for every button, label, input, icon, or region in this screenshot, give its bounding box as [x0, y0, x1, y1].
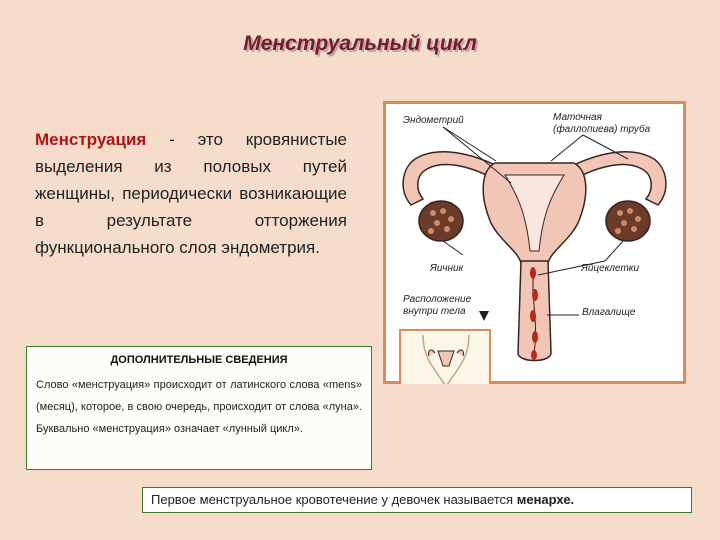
info-box-heading: ДОПОЛНИТЕЛЬНЫЕ СВЕДЕНИЯ [110, 354, 288, 366]
left-ovary [419, 201, 463, 241]
label-endometrium: Эндометрий [403, 115, 464, 126]
blood-drop [532, 331, 538, 343]
uterus-illustration [383, 101, 686, 384]
note-text: Первое менструальное кровотечение у девочек называется [151, 492, 517, 507]
blood-drop [530, 310, 536, 322]
blood-drop [532, 289, 538, 301]
definition-paragraph [35, 126, 347, 261]
right-ovary [606, 201, 650, 241]
label-eggs: Яйцеклетки [581, 263, 640, 274]
page-title: Менструальный цикл [243, 32, 477, 55]
note-term: менархе. [516, 492, 575, 507]
info-box-text: Слово «менструация» происходит от латинского слова «mens» (месяц), которое, в свою очередь, происходит от слова «луна». Буквально «менструация» означает «лунный цикл». [36, 379, 362, 435]
anatomy-figure [383, 101, 686, 384]
blood-drop [531, 350, 537, 360]
info-box [26, 346, 372, 470]
definition-term: Менструация [35, 130, 147, 149]
definition-text: - это кровянистые выделения из половых путей женщины, периодически возникающие в результате отторжения функционального слоя эндометрия. [35, 130, 347, 257]
label-location-line1: Расположение [403, 294, 472, 305]
label-ovary: Яичник [430, 263, 464, 274]
blood-drop [530, 267, 536, 279]
label-location-line2: внутри тела [403, 306, 466, 317]
label-tube-line1: Маточная [553, 112, 602, 123]
label-vagina: Влагалище [582, 307, 636, 318]
label-tube-line2: (фаллопиева) труба [553, 124, 651, 135]
menarche-note [142, 487, 692, 513]
